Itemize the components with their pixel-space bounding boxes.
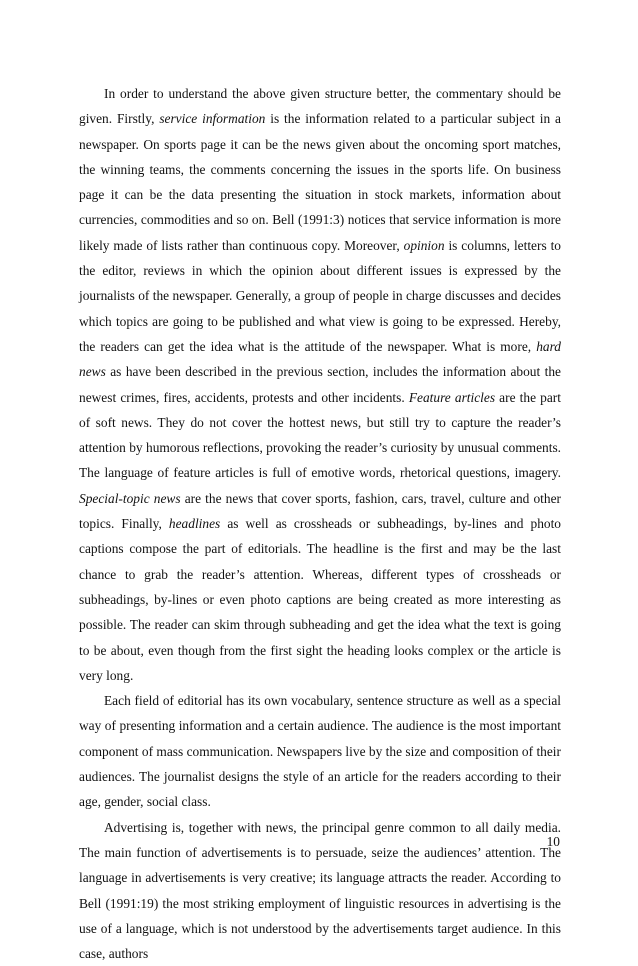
text-segment: are the news that cover sports, fashion, cars, travel, culture and other topics. Finally, bbox=[79, 490, 561, 532]
paragraph-advertising bbox=[79, 815, 561, 966]
text-segment: as have been described in the previous section, includes the information about the newest crimes, fires, accidents, protests and other incidents. bbox=[79, 364, 561, 405]
text-segment: are the part of soft news. They do not cover the hottest news, but still try to capture the reader’s attention by humorous reflections, provoking the reader’s curiosity by unusual comments. The language of feature articles is full of emotive words, rhetorical questions, imagery. bbox=[79, 389, 561, 481]
term-special-topic-news: Special-topic news bbox=[79, 490, 181, 506]
document-body bbox=[79, 81, 561, 966]
term-hard-news: hard news bbox=[79, 338, 561, 380]
term-service-information: service information bbox=[159, 111, 266, 127]
paragraph-editorial-structure bbox=[79, 81, 561, 688]
text-segment: is columns, letters to the editor, reviews in which the opinion about different issues is expressed by the journalists of the newspaper. Generally, a group of people in charge discusses and decides which topics are going to be published and what view is going to be expressed. Hereby, the readers can get the idea what is the attitude of the newspaper. What is more, bbox=[79, 237, 561, 354]
text-segment: is the information related to a particular subject in a newspaper. On sports page it can be the news given about the oncoming sport matches, the winning teams, the comments concerning the issues in the sports life. On business page it can be the data presenting the situation in stock markets, information about currencies, commodities and so on. Bell (1991:3) notices that service information is more likely made of lists rather than continuous copy. Moreover, bbox=[79, 111, 561, 253]
text-segment: In order to understand the above given structure better, the commentary should be given. Firstly, bbox=[79, 86, 561, 127]
term-headlines: headlines bbox=[168, 516, 221, 532]
term-feature-articles: Feature articles bbox=[408, 389, 496, 405]
text-segment: as well as crossheads or subheadings, by-lines and photo captions compose the part of editorials. The headline is the first and may be the last chance to grab the reader’s attention. Whereas, different types of crossheads or subheadings, by-lines or even photo captions are being created as more interesting as possible. The reader can skim through subheading and get the idea what the text is going to be about, even though from the first sight the heading looks complex or the article is very long. bbox=[79, 516, 562, 683]
paragraph-editorial-audience bbox=[79, 688, 561, 814]
page-number: 10 bbox=[546, 834, 560, 849]
text-segment: Advertising is, together with news, the principal genre common to all daily media. The main function of advertisements is to persuade, seize the audiences’ attention. The language in advertisements is very creative; its language attracts the reader. According to Bell (1991:19) the most striking employment of linguistic resources in advertising is the use of a language, which is not understood by the advertisements target audience. In this case, authors bbox=[79, 819, 561, 962]
text-segment: Each field of editorial has its own vocabulary, sentence structure as well as a special way of presenting information and a certain audience. The audience is the most important component of mass communication. Newspapers live by the size and composition of their audiences. The journalist designs the style of an article for the readers according to their age, gender, social class. bbox=[79, 693, 561, 810]
term-opinion: opinion bbox=[403, 237, 445, 253]
